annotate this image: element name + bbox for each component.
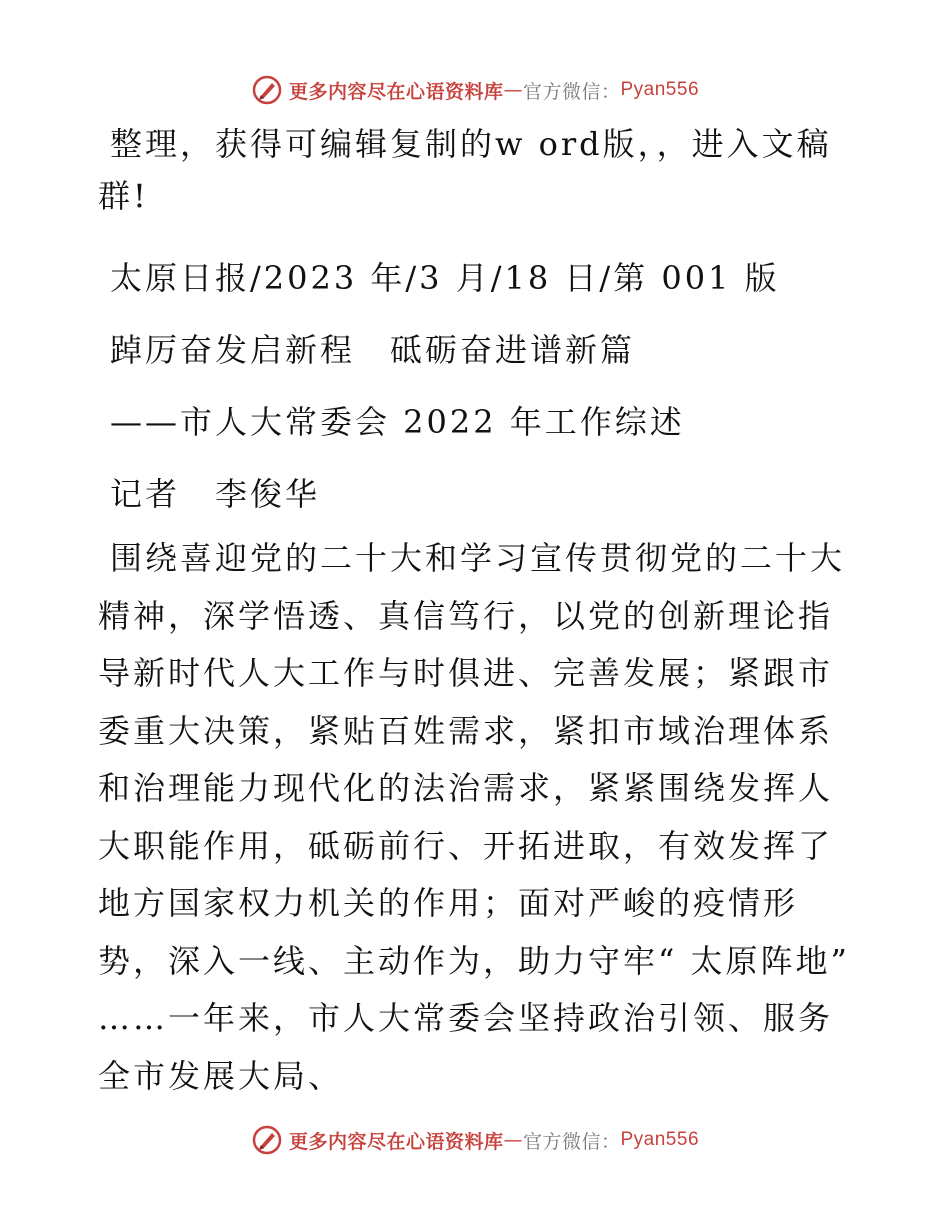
header-banner <box>0 70 950 110</box>
banner-brand: 更多内容尽在心语资料库 <box>288 80 504 103</box>
footer-banner <box>0 1120 950 1160</box>
pen-circle-icon <box>251 74 283 106</box>
document-content <box>98 118 858 1105</box>
banner-wechat-label: 官方微信： <box>522 80 621 103</box>
intro-text: 整理，获得可编辑复制的w ord版，，进入文稿群! <box>98 125 832 215</box>
banner-brand: 更多内容尽在心语资料库 <box>288 1130 504 1153</box>
banner-dash: — <box>503 1129 523 1151</box>
pen-circle-icon <box>251 1124 283 1156</box>
banner-wechat-label: 官方微信： <box>522 1130 621 1153</box>
article-subtitle: ——市人大常委会 2022 年工作综述 <box>110 403 685 441</box>
article-title: 踔厉奋发启新程 砥砺奋进谱新篇 <box>110 331 636 369</box>
body-paragraph: 围绕喜迎党的二十大和学习宣传贯彻党的二十大精神，深学悟透、真信笃行，以党的创新理论指导新时代人大工作与时俱进、完善发展；紧跟市委重大决策，紧贴百姓需求，紧扣市域治理体系和治理能力现代化的法治需求，紧紧围绕发挥人大职能作用，砥砺前行、开拓进取，有效发挥了地方国家权力机关的作用；面对严峻的疫情形势，深入一线、主动作为，助力守牢“ 太原阵地” ……一年来，市人大常委会坚持政治引领、服务全市发展大局、 <box>98 539 850 1095</box>
banner-wechat-id: Pyan556 <box>620 79 700 100</box>
source-line: 太原日报/2023 年/3 月/18 日/第 001 版 <box>110 259 780 297</box>
banner-wechat-id: Pyan556 <box>620 1129 700 1150</box>
banner-dash: — <box>503 79 523 101</box>
author-line: 记者 李俊华 <box>110 475 321 513</box>
